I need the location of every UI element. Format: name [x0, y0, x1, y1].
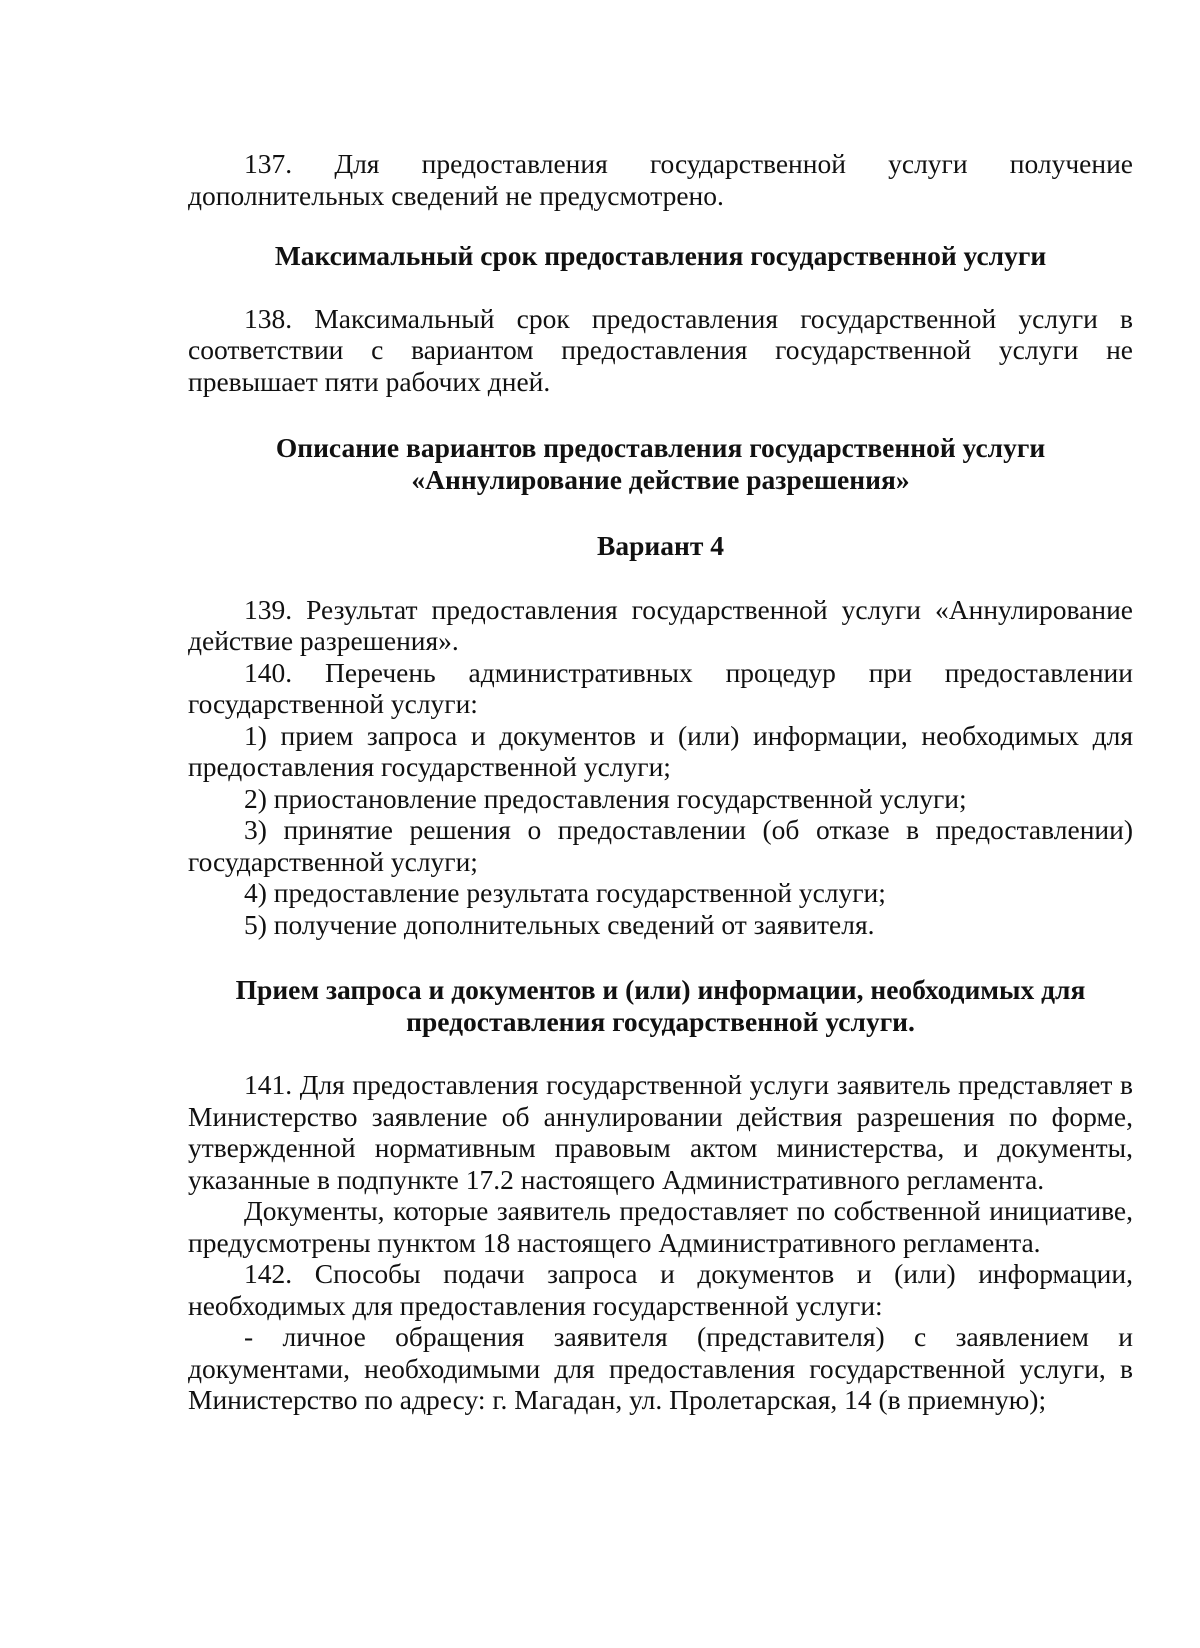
document-body	[188, 148, 1133, 1416]
paragraph-140: 140. Перечень административных процедур при предоставлении государственной услуги:	[188, 656, 1133, 719]
procedure-item-2: 2) приостановление предоставления государственной услуги;	[244, 782, 967, 814]
heading-reception-line2: предоставления государственной услуги.	[406, 1005, 915, 1037]
procedure-item-3: 3) принятие решения о предоставлении (об отказе в предоставлении) государственной услуги;	[188, 814, 1133, 877]
procedure-item-1: 1) прием запроса и документов и (или) информации, необходимых для предоставления государственной услуги;	[188, 719, 1133, 782]
paragraph-141: 141. Для предоставления государственной услуги заявитель представляет в Министерство заявление об аннулировании действия разрешения по форме, утвержденной нормативным правовым актом министерства, и документы, указанные в подпункте 17.2 настоящего Административного регламента.	[188, 1069, 1133, 1195]
heading-variants-line2: «Аннулирование действие разрешения»	[411, 463, 910, 495]
paragraph-141-documents: Документы, которые заявитель предоставляет по собственной инициативе, предусмотрены пунктом 18 настоящего Административного регламента.	[188, 1195, 1133, 1258]
heading-variant-4: Вариант 4	[597, 530, 724, 561]
paragraph-142-personal-visit: - личное обращения заявителя (представителя) с заявлением и документами, необходимыми для предоставления государственной услуги, в Министерство по адресу: г. Магадан, ул. Пролетарская, 14 (в приемную);	[188, 1321, 1133, 1415]
heading-reception	[188, 974, 1133, 1037]
procedure-item-5: 5) получение дополнительных сведений от заявителя.	[244, 908, 875, 940]
paragraph-139: 139. Результат предоставления государственной услуги «Аннулирование действие разрешения».	[188, 593, 1133, 656]
paragraph-137: 137. Для предоставления государственной услуги получение дополнительных сведений не предусмотрено.	[188, 148, 1133, 211]
paragraph-142: 142. Способы подачи запроса и документов и (или) информации, необходимых для предоставления государственной услуги:	[188, 1258, 1133, 1321]
paragraph-138: 138. Максимальный срок предоставления государственной услуги в соответствии с вариантом предоставления государственной услуги не превышает пяти рабочих дней.	[188, 302, 1133, 397]
heading-variants	[188, 432, 1133, 495]
procedure-item-4: 4) предоставление результата государственной услуги;	[244, 877, 886, 908]
heading-max-term: Максимальный срок предоставления государственной услуги	[274, 240, 1047, 271]
heading-reception-line1: Прием запроса и документов и (или) информации, необходимых для	[235, 974, 1086, 1005]
heading-variants-line1: Описание вариантов предоставления государственной услуги	[275, 432, 1046, 463]
